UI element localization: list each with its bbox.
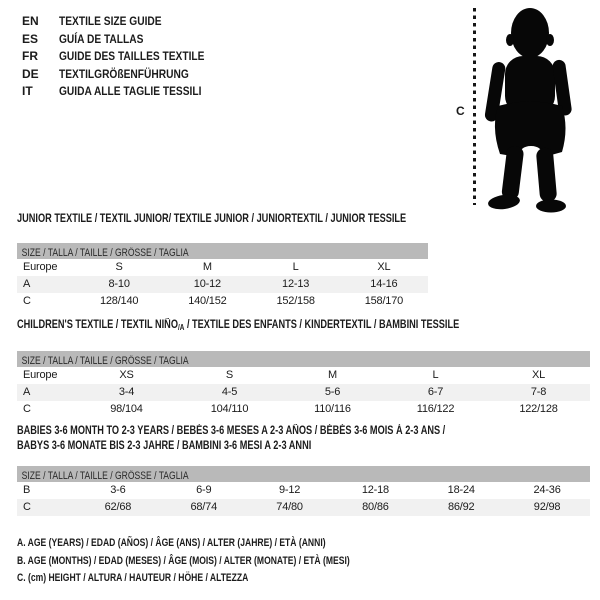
table-title-line bbox=[17, 439, 475, 454]
cell-value: M bbox=[328, 369, 337, 381]
table-title-segment: JUNIOR TEXTILE / TEXTIL JUNIOR/ TEXTILE JUNIOR / JUNIORTEXTIL / JUNIOR TESSILE bbox=[17, 213, 407, 225]
row-label: C bbox=[23, 403, 31, 415]
row-label: C bbox=[23, 501, 31, 513]
size-header-text: SIZE / TALLA / TAILLE / GRÖSSE / TAGLIA bbox=[21, 470, 189, 482]
cell-value: S bbox=[225, 369, 234, 381]
table-row bbox=[17, 259, 428, 276]
cell-value: 3-6 bbox=[110, 484, 126, 496]
cell-value: 110/116 bbox=[314, 403, 351, 415]
cell-value: 9-12 bbox=[278, 484, 301, 496]
cell-value: 152/158 bbox=[276, 295, 315, 307]
cell-value: 14-16 bbox=[370, 278, 398, 290]
language-code: IT bbox=[22, 84, 33, 98]
legend-line: C. (cm) HEIGHT / ALTURA / HAUTEUR / HÖHE / ALTEZZA bbox=[17, 572, 249, 584]
row-label: C bbox=[23, 295, 31, 307]
table-row bbox=[17, 401, 590, 418]
size-table-junior bbox=[17, 212, 428, 310]
cell-value: 12-13 bbox=[282, 278, 310, 290]
cell-value: 92/98 bbox=[533, 501, 561, 513]
cell-value: 128/140 bbox=[99, 295, 139, 307]
table-row bbox=[17, 482, 590, 499]
size-table-babies bbox=[17, 424, 590, 516]
size-header-bar bbox=[17, 351, 590, 367]
table-row bbox=[17, 384, 590, 401]
size-header-bar bbox=[17, 466, 590, 482]
cell-value: 6-7 bbox=[427, 386, 444, 398]
table-title bbox=[17, 318, 590, 335]
cell-value: 12-18 bbox=[361, 484, 389, 496]
cell-value: 140/152 bbox=[188, 295, 227, 307]
language-title: GUIDA ALLE TAGLIE TESSILI bbox=[59, 84, 202, 98]
cell-value: 80/86 bbox=[362, 501, 389, 513]
table-title-segment: BABIES 3-6 MONTH TO 2-3 YEARS / BEBÉS 3-6 MESES A 2-3 AÑOS / BÉBÉS 3-6 MOIS À 2-3 ANS / bbox=[17, 425, 446, 437]
cell-value: 116/122 bbox=[416, 403, 455, 415]
table-title-segment: CHILDREN'S TEXTILE / TEXTIL NIÑO bbox=[17, 319, 178, 331]
row-label: B bbox=[23, 484, 31, 496]
language-code: EN bbox=[22, 14, 39, 28]
cell-value: 74/80 bbox=[276, 501, 303, 513]
cell-value: 18-24 bbox=[447, 484, 475, 496]
language-title: GUIDE DES TAILLES TEXTILE bbox=[59, 49, 205, 63]
table-title-line bbox=[17, 424, 475, 439]
cell-value: XS bbox=[119, 369, 134, 381]
language-title: TEXTILGRÖßENFÜHRUNG bbox=[59, 66, 189, 81]
table-row bbox=[17, 367, 590, 384]
cell-value: 4-5 bbox=[221, 386, 238, 398]
size-header-text: SIZE / TALLA / TAILLE / GRÖSSE / TAGLIA bbox=[21, 355, 189, 367]
table-title-line bbox=[17, 318, 475, 335]
cell-value: 6-9 bbox=[196, 484, 212, 496]
cell-value: 122/128 bbox=[519, 403, 558, 415]
size-header-text: SIZE / TALLA / TAILLE / GRÖSSE / TAGLIA bbox=[21, 247, 189, 259]
legend bbox=[17, 535, 444, 588]
table-title bbox=[17, 424, 590, 454]
language-list bbox=[22, 13, 230, 101]
language-row bbox=[22, 48, 230, 66]
language-row bbox=[22, 66, 230, 84]
cell-value: 158/170 bbox=[364, 295, 404, 307]
legend-line: B. AGE (MONTHS) / EDAD (MESES) / ÂGE (MOIS) / ALTER (MONATE) / ETÀ (MESI) bbox=[17, 554, 350, 567]
cell-value: 86/92 bbox=[447, 501, 475, 513]
language-code: FR bbox=[22, 49, 38, 63]
size-header-bar bbox=[17, 243, 428, 259]
language-code: DE bbox=[22, 66, 39, 81]
language-row bbox=[22, 31, 230, 49]
cell-value: L bbox=[292, 261, 299, 273]
baby-silhouette bbox=[478, 2, 598, 214]
row-label: Europe bbox=[23, 369, 58, 381]
cell-value: 68/74 bbox=[190, 501, 217, 513]
language-title: GUÍA DE TALLAS bbox=[59, 31, 144, 46]
cell-value: S bbox=[115, 261, 123, 273]
height-measure-label: C bbox=[456, 104, 465, 118]
cell-value: M bbox=[202, 261, 212, 273]
cell-value: XL bbox=[531, 369, 546, 381]
row-label: A bbox=[23, 278, 31, 290]
cell-value: 5-6 bbox=[324, 386, 341, 398]
height-measure-line bbox=[473, 8, 476, 205]
cell-value: 10-12 bbox=[193, 278, 221, 290]
cell-value: 24-36 bbox=[533, 484, 561, 496]
table-title-segment: BABYS 3-6 MONATE BIS 2-3 JAHRE / BAMBINI 3-6 MESI A 2-3 ANNI bbox=[17, 440, 312, 452]
cell-value: L bbox=[432, 369, 439, 381]
cell-value: 98/104 bbox=[110, 403, 143, 415]
table-row bbox=[17, 499, 590, 516]
cell-value: 8-10 bbox=[108, 278, 130, 290]
table-title-line bbox=[17, 212, 407, 227]
table-title bbox=[17, 212, 428, 227]
table-row bbox=[17, 293, 428, 310]
cell-value: 7-8 bbox=[530, 386, 547, 398]
language-code: ES bbox=[22, 31, 39, 46]
cell-value: XL bbox=[377, 261, 391, 273]
language-title: TEXTILE SIZE GUIDE bbox=[59, 14, 162, 28]
cell-value: 104/110 bbox=[210, 403, 249, 415]
table-title-segment: / TEXTILE DES ENFANTS / KINDERTEXTIL / BAMBINI TESSILE bbox=[184, 319, 460, 331]
table-row bbox=[17, 276, 428, 293]
language-row bbox=[22, 13, 230, 31]
row-label: A bbox=[23, 386, 31, 398]
cell-value: 62/68 bbox=[104, 501, 132, 513]
table-title-segment: /A bbox=[177, 323, 185, 332]
row-label: Europe bbox=[23, 261, 58, 273]
language-row bbox=[22, 83, 230, 101]
size-table-children bbox=[17, 318, 590, 418]
legend-line: A. AGE (YEARS) / EDAD (AÑOS) / ÂGE (ANS) / ALTER (JAHRE) / ETÀ (ANNI) bbox=[17, 537, 326, 549]
cell-value: 3-4 bbox=[118, 386, 135, 398]
